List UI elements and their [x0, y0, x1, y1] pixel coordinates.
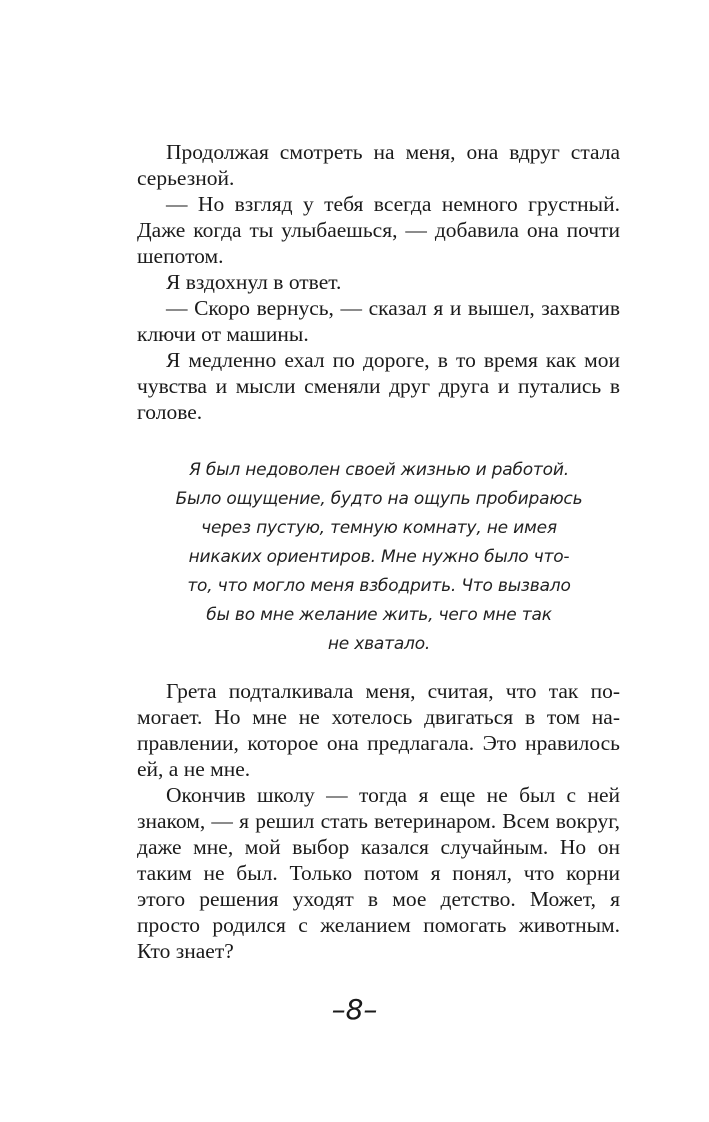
inner-thought-line: никаких ориентиров. Мне нужно было что-	[188, 547, 570, 567]
inner-thought-line: не хватало.	[327, 634, 431, 654]
inner-thought-line: то, что могло меня взбодрить. Что вызвало	[187, 576, 571, 596]
inner-thought-line: Я был недоволен своей жизнью и работой.	[189, 460, 569, 480]
paragraph: Продолжая смотреть на меня, она вдруг стала серьезной.	[137, 140, 620, 190]
paragraph: — Скоро вернусь, — сказал я и вышел, захватив ключи от машины.	[137, 296, 620, 346]
bottom-text-block	[137, 678, 620, 964]
paragraph: — Но взгляд у тебя всегда немного грустный. Даже когда ты улыбаешься, — добавила она почти шепотом.	[137, 192, 620, 268]
page-number: –8–	[331, 993, 378, 1026]
inner-thought-line: через пустую, темную комнату, не имея	[201, 518, 557, 538]
inner-thought-block	[175, 456, 583, 659]
paragraph: Я медленно ехал по дороге, в то время как мои чувства и мысли сменяли друг друга и путались в голове.	[137, 348, 620, 424]
paragraph: Я вздохнул в ответ.	[166, 270, 342, 294]
inner-thought-line: Было ощущение, будто на ощупь пробираюсь	[175, 489, 583, 509]
paragraph: Окончив школу — тогда я еще не был с ней знаком, — я решил стать ветеринаром. Всем вокруг, даже мне, мой выбор казался случайным. Но он таким не был. Только потом я понял, что корни этого решения уходят в мое детство. Может, я просто родился с желанием помогать животным. Кто знает?	[137, 783, 620, 963]
top-text-block	[137, 139, 620, 425]
paragraph: Грета подталкивала меня, считая, что так помогает. Но мне не хотелось двигаться в том направлении, которое она предлагала. Это нравилось ей, а не мне.	[137, 679, 620, 781]
inner-thought-line: бы во мне желание жить, чего мне так	[206, 605, 552, 625]
